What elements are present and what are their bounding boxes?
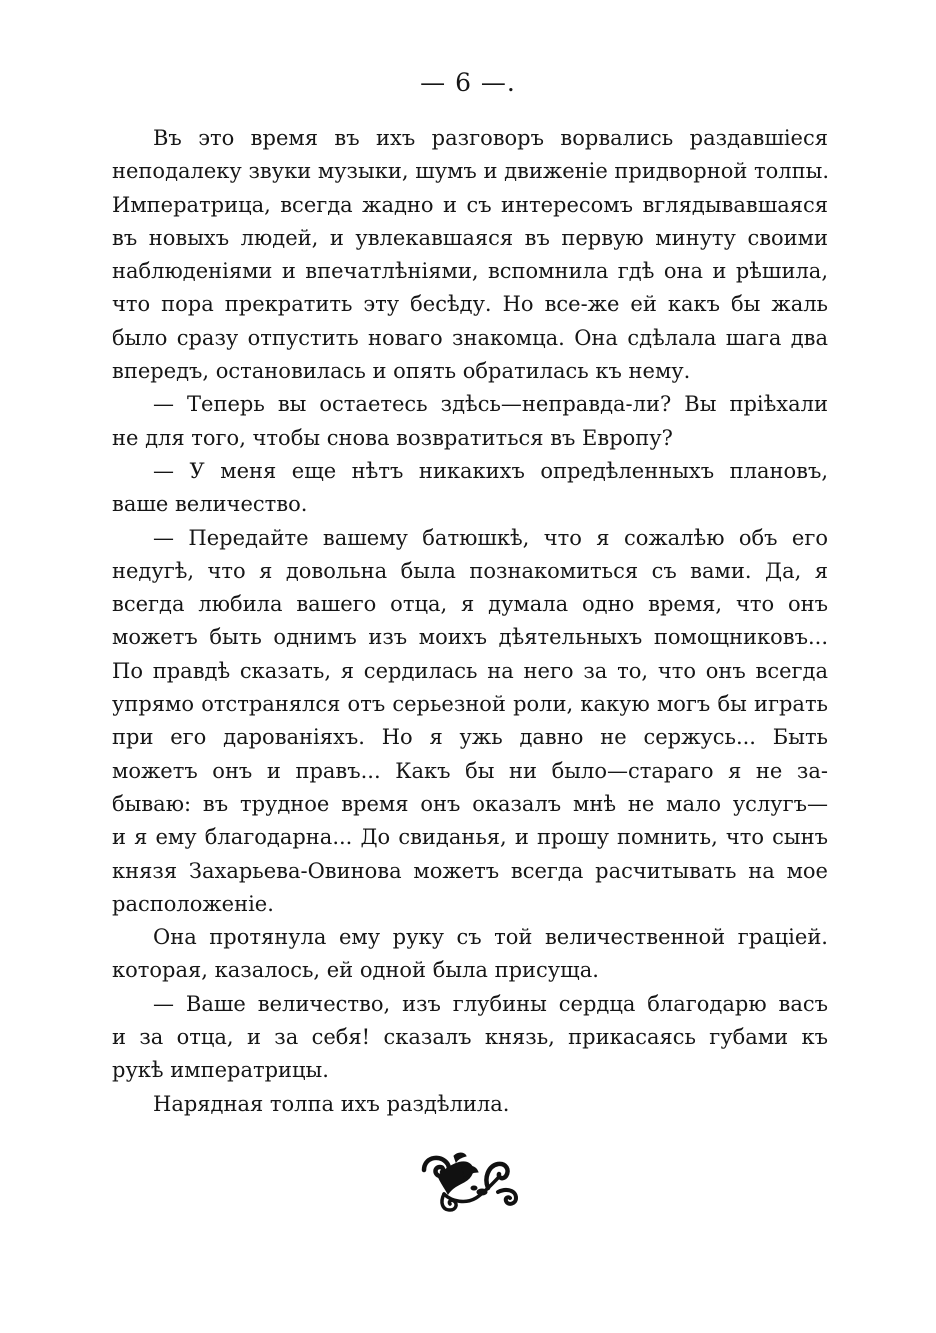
text-line: и за отца, и за себя! сказалъ князь, прикасаясь губами къ xyxy=(112,1025,828,1050)
text-line: что пора прекратить эту бесѣду. Но все-же ей какъ бы жаль xyxy=(112,292,828,317)
text-line: можетъ быть однимъ изъ моихъ дѣятельныхъ помощниковъ... xyxy=(112,625,828,650)
text-line: неподалеку звуки музыки, шумъ и движеніе придворной толпы. xyxy=(112,159,830,184)
text-line: бываю: въ трудное время онъ оказалъ мнѣ не мало услугъ— xyxy=(112,791,828,816)
floral-vignette-icon xyxy=(418,1148,522,1216)
text-line: князя Захарьева-Овинова можетъ всегда расчитывать на мое xyxy=(112,858,828,883)
text-line: По правдѣ сказать, я сердилась на него за то, что онъ всегда xyxy=(112,658,828,683)
text-line: — Ваше величество, изъ глубины сердца благодарю васъ xyxy=(153,991,828,1016)
page-number: — 6 —. xyxy=(420,68,516,97)
text-line: — У меня еще нѣтъ никакихъ опредѣленныхъ плановъ, xyxy=(153,458,828,483)
text-line: недугѣ, что я довольна была познакомиться съ вами. Да, я xyxy=(112,558,828,583)
page-text xyxy=(112,122,828,1121)
text-line: Въ это время въ ихъ разговоръ ворвались раздавшіеся xyxy=(153,126,828,150)
text-line: Императрица, всегда жадно и съ интересомъ вглядывавшаяся xyxy=(112,192,828,217)
text-line: Нарядная толпа ихъ раздѣлила. xyxy=(153,1091,510,1116)
text-line: — Теперь вы остаетесь здѣсь—неправда-ли? Вы пріѣхали xyxy=(153,392,828,417)
text-line: было сразу отпустить новаго знакомца. Она сдѣлала шага два xyxy=(112,325,828,350)
text-line: при его дарованіяхъ. Но я ужь давно не сержусь... Быть xyxy=(112,725,828,750)
text-line: всегда любила вашего отца, я думала одно время, что онъ xyxy=(112,592,828,617)
text-line: въ новыхъ людей, и увлекавшаяся въ первую минуту своими xyxy=(112,225,828,250)
text-line: расположеніе. xyxy=(112,891,274,916)
text-line: можетъ онъ и правъ... Какъ бы ни было—стараго я не за- xyxy=(112,758,828,783)
text-line: — Передайте вашему батюшкѣ, что я сожалѣю объ его xyxy=(153,525,828,550)
text-line: и я ему благодарна... До свиданья, и прошу помнить, что сынъ xyxy=(112,825,828,850)
text-line: упрямо отстранялся отъ серьезной роли, какую могъ бы играть xyxy=(112,692,828,717)
text-line: рукѣ императрицы. xyxy=(112,1058,329,1083)
text-line: не для того, чтобы снова возвратиться въ Европу? xyxy=(112,425,673,450)
text-line: наблюденіями и впечатлѣніями, вспомнила гдѣ она и рѣшила, xyxy=(112,259,828,284)
text-line: ваше величество. xyxy=(112,492,308,517)
text-line: которая, казалось, ей одной была присуща. xyxy=(112,958,599,983)
text-line: Она протянула ему руку съ той величественной граціей. xyxy=(153,925,828,950)
text-line: впередъ, остановилась и опять обратилась къ нему. xyxy=(112,359,691,384)
